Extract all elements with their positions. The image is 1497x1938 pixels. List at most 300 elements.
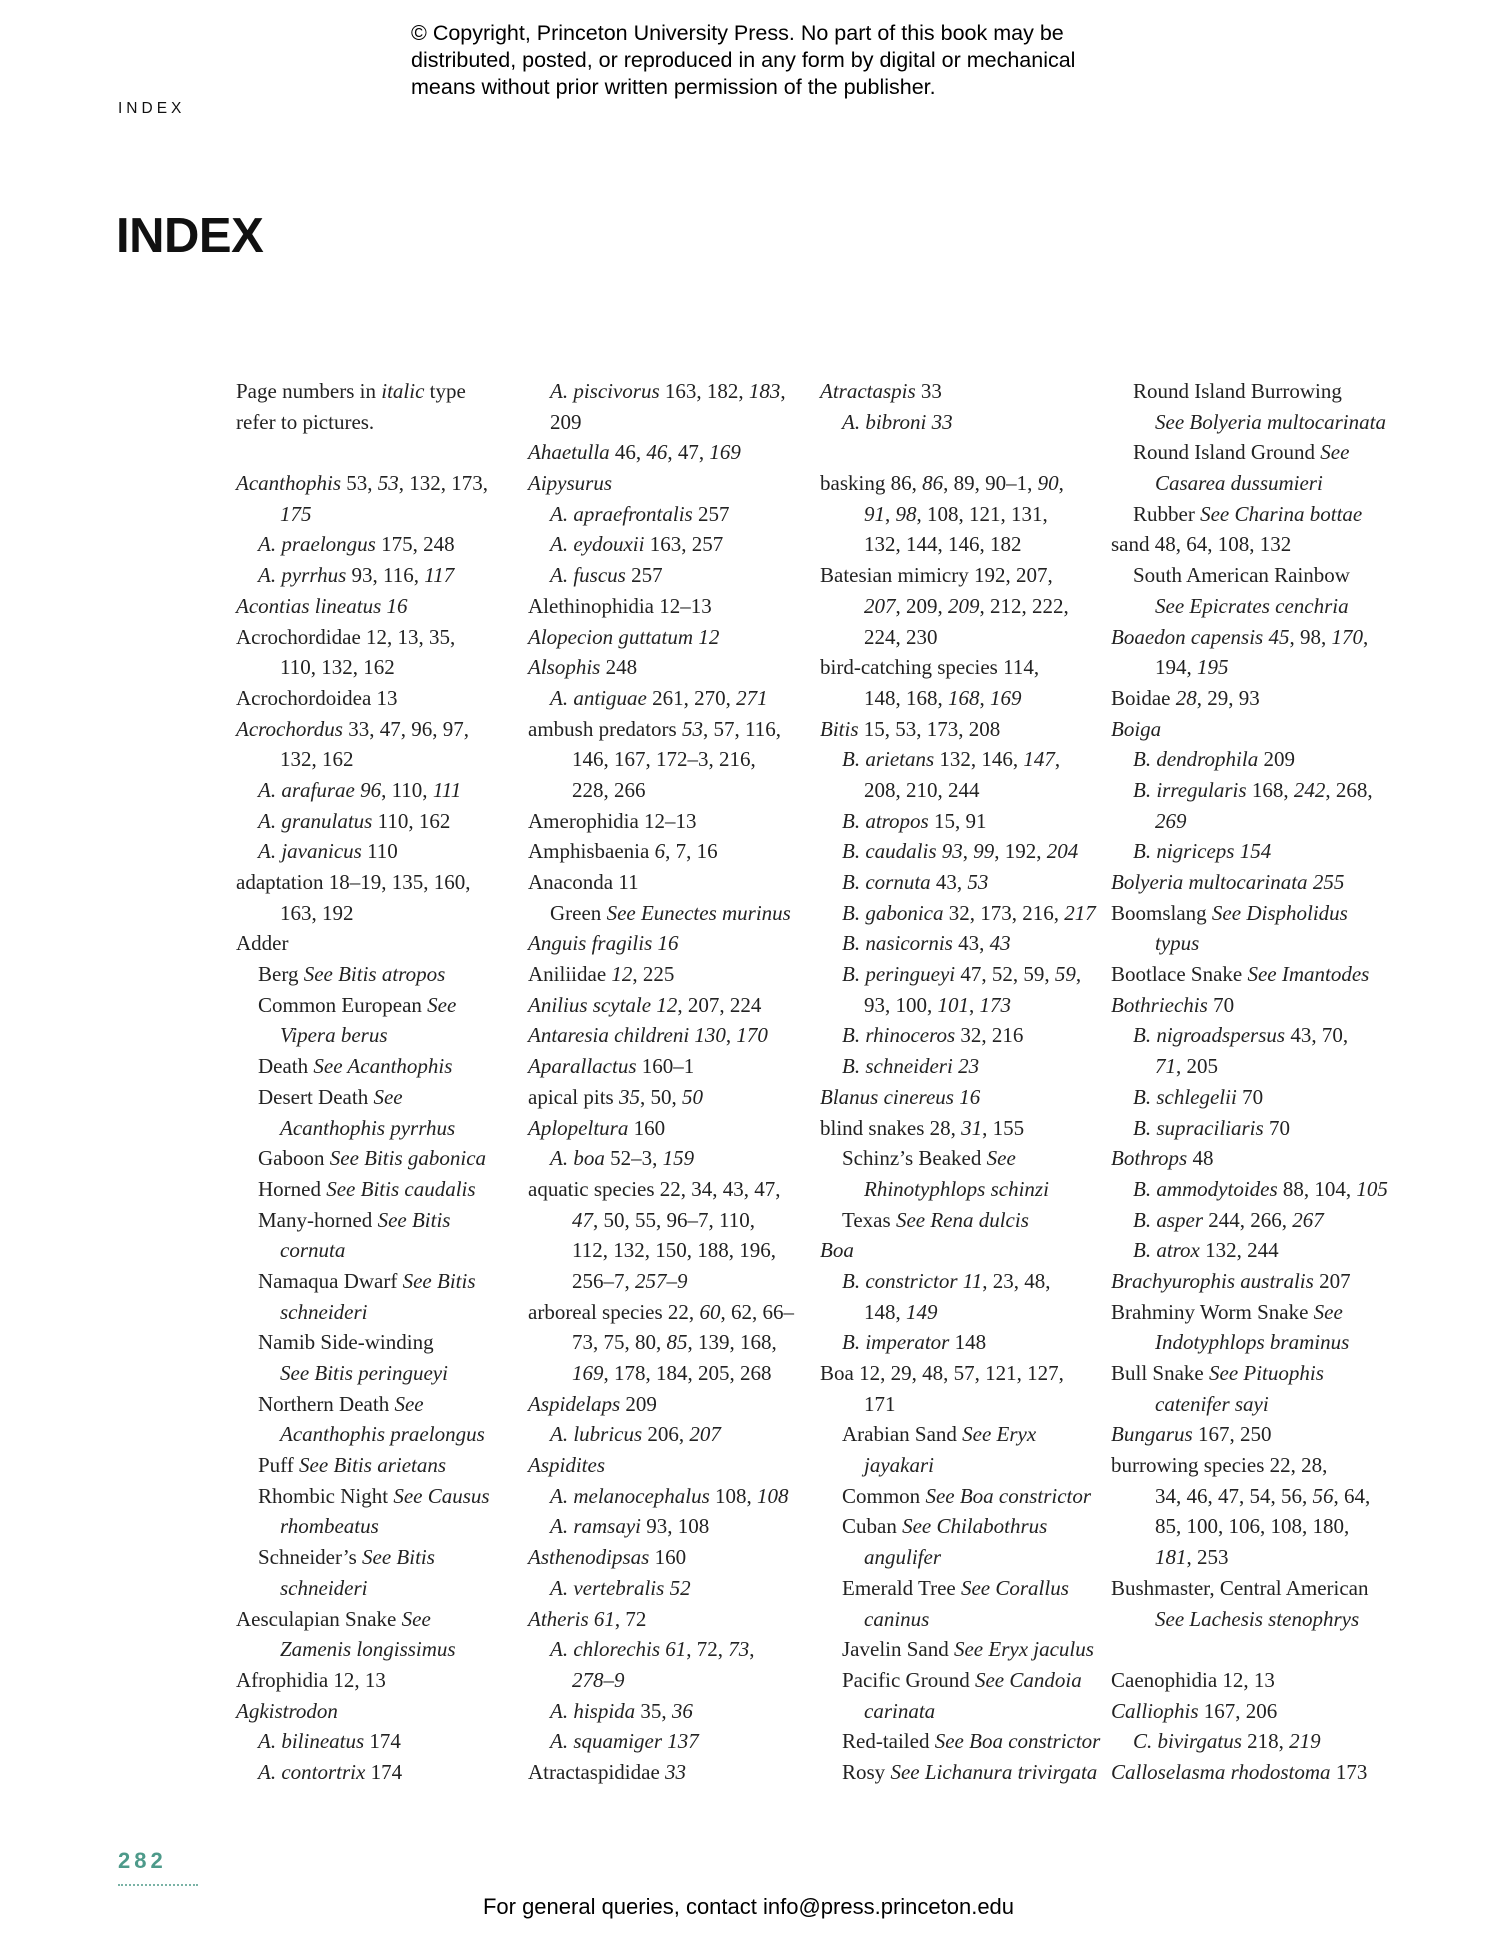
index-entry-text: 132, 146, — [934, 747, 1024, 772]
index-entry-text: Javelin Sand — [842, 1637, 954, 1662]
index-spacer — [1111, 1634, 1401, 1665]
index-entry-text: 43, — [930, 870, 968, 894]
index-entry-text: Boiga — [1111, 716, 1162, 741]
index-entry-text: Aesculapian Snake — [236, 1606, 402, 1631]
index-entry-text: basking 86, — [820, 471, 923, 496]
index-entry-line — [236, 1113, 518, 1144]
index-entry-text: , — [1058, 471, 1064, 496]
index-entry-text: Bothriechis — [1111, 992, 1208, 1017]
index-entry-text: , 47, — [667, 440, 710, 465]
index-entry-line — [1111, 867, 1401, 898]
index-entry-text: 154 — [1239, 839, 1272, 864]
index-entry-text: Indotyphlops braminus — [1155, 1330, 1350, 1355]
index-entry-line — [236, 990, 518, 1021]
index-entry-text: schneideri — [280, 1299, 368, 1324]
index-entry-text: Schinz’s Beaked — [842, 1146, 987, 1171]
index-entry-text: Agkistrodon — [236, 1698, 338, 1723]
index-entry-text: , 225 — [632, 962, 675, 987]
index-entry-text: Aipysurus — [528, 471, 612, 496]
index-entry-text: 242 — [1293, 777, 1326, 802]
index-entry-text: 33 — [665, 1759, 687, 1784]
index-entry-text: Green — [550, 900, 607, 925]
index-entry-text: , 23, 48, — [982, 1268, 1051, 1293]
index-entry-text: 174 — [364, 1729, 401, 1754]
index-entry-text: Puff — [258, 1453, 300, 1478]
index-entry-text: 167, 250 — [1192, 1422, 1272, 1447]
index-entry-line — [528, 990, 810, 1021]
index-entry-line — [820, 1297, 1102, 1328]
index-entry-text: Aspidites — [528, 1453, 605, 1478]
index-entry-line — [1111, 1573, 1401, 1604]
page-number-dots — [118, 1884, 198, 1886]
index-entry-line — [820, 622, 1102, 653]
index-entry-line — [820, 1511, 1102, 1542]
index-entry-line — [820, 1358, 1102, 1389]
index-entry-text: See Bitis peringueyi — [280, 1361, 448, 1385]
index-entry-line — [528, 1389, 810, 1420]
index-entry-text: B. peringueyi — [842, 962, 956, 987]
index-entry-text: , 132, 173, — [398, 471, 488, 496]
index-entry-text: 255 — [1312, 870, 1345, 894]
index-entry-text: See Bitis atropos — [303, 962, 446, 987]
index-entry-text: Arabian Sand — [842, 1422, 963, 1447]
index-entry-line — [820, 1450, 1102, 1481]
index-entry-text: 163, 192 — [280, 900, 354, 925]
index-entry-line — [528, 499, 810, 530]
index-entry-line — [236, 1297, 518, 1328]
index-entry-text: 148, — [864, 1299, 906, 1324]
index-entry-line — [820, 1726, 1102, 1757]
index-entry-line — [820, 898, 1102, 929]
index-entry-text: 15, 91 — [928, 808, 987, 833]
index-entry-text: A. squamiger — [550, 1729, 662, 1754]
index-entry-line — [528, 775, 810, 806]
index-entry-text: 267 — [1292, 1207, 1324, 1232]
index-entry-text: Ahaetulla — [528, 440, 610, 465]
index-entry-line — [820, 836, 1102, 867]
index-entry-text: 88, 104, — [1277, 1176, 1357, 1201]
index-entry-text: Atractaspis — [820, 379, 916, 403]
index-entry-text: 149 — [906, 1299, 938, 1324]
index-entry-text: A. praelongus — [258, 532, 376, 557]
index-entry-line — [1111, 1143, 1401, 1174]
index-entry-text: 85, 100, 106, 108, 180, — [1155, 1514, 1350, 1539]
index-entry-text: , 72 — [614, 1606, 647, 1631]
index-entry-text: B. schneideri — [842, 1054, 953, 1079]
index-entry-text: cornuta — [280, 1238, 346, 1263]
index-entry-line — [236, 1696, 518, 1727]
index-entry-text: 53 — [377, 471, 399, 496]
index-entry-text: See Chilabothrus — [902, 1514, 1048, 1539]
index-entry-line — [1111, 560, 1401, 591]
index-entry-text: Casarea dussumieri — [1155, 471, 1323, 496]
index-entry-text: Calloselasma rhodostoma — [1111, 1759, 1331, 1784]
index-entry-text: 93, 100, — [864, 992, 938, 1017]
index-entry-text: 132, 144, 146, 182 — [864, 532, 1022, 557]
index-entry-text: B. nigriceps — [1133, 839, 1235, 864]
index-entry-line — [236, 1450, 518, 1481]
index-entry-text: 52–3, — [604, 1146, 663, 1171]
index-entry-line — [820, 867, 1102, 898]
index-entry-text: See Eryx — [962, 1422, 1037, 1447]
index-entry-line — [236, 1205, 518, 1236]
index-entry-text: 130 — [694, 1023, 726, 1048]
index-entry-text: 137 — [667, 1729, 699, 1754]
index-entry-text: 207 — [864, 593, 896, 618]
index-column-1 — [236, 376, 518, 1788]
index-entry-text: Amphisbaenia — [528, 839, 655, 864]
index-entry-text: See Corallus — [960, 1575, 1069, 1600]
index-entry-text: Blanus cinereus — [820, 1084, 954, 1109]
index-entry-line — [236, 1604, 518, 1635]
index-entry-line — [820, 1604, 1102, 1635]
index-entry-text: Bull Snake — [1111, 1361, 1209, 1385]
index-entry-text: A. contortrix — [258, 1759, 366, 1784]
index-entry-line — [1111, 1481, 1401, 1512]
index-entry-line — [528, 898, 810, 929]
index-entry-line — [528, 1205, 810, 1236]
index-entry-text: 70 — [1236, 1084, 1264, 1109]
index-entry-text: 209 — [1258, 747, 1295, 772]
index-entry-text: apical pits — [528, 1084, 619, 1109]
index-entry-text: italic — [381, 379, 425, 403]
index-entry-text: , 72, — [686, 1637, 729, 1662]
index-entry-line — [820, 1266, 1102, 1297]
index-entry-text: 206, — [642, 1422, 690, 1447]
index-entry-text: Page numbers in — [236, 379, 382, 403]
index-entry-line — [820, 1665, 1102, 1696]
index-entry-line — [528, 529, 810, 560]
index-entry-line — [1111, 959, 1401, 990]
index-spacer — [236, 437, 518, 468]
index-entry-text: , 209, — [895, 593, 948, 618]
index-entry-text: , — [979, 685, 990, 710]
index-entry-text: A. granulatus — [258, 808, 373, 833]
index-entry-text: 110, 132, 162 — [280, 655, 395, 680]
index-entry-text: Atractaspididae — [528, 1759, 666, 1784]
index-entry-text: 148, 168, — [864, 685, 948, 710]
index-entry-text: Boa 12, 29, 48, 57, 121, 127, — [820, 1361, 1064, 1385]
index-entry-line — [1111, 714, 1401, 745]
index-entry-line — [528, 1358, 810, 1389]
index-entry-text: adaptation 18–19, 135, 160, — [236, 870, 471, 894]
index-entry-text: sand 48, 64, 108, 132 — [1111, 532, 1292, 557]
index-entry-text: See Lachesis stenophrys — [1155, 1606, 1360, 1631]
index-entry-text: 33 — [915, 379, 942, 403]
index-entry-text: B. cornuta — [842, 870, 931, 894]
index-entry-text: Aplopeltura — [528, 1115, 629, 1140]
index-entry-line — [820, 1143, 1102, 1174]
index-entry-text: 209 — [550, 409, 582, 434]
index-entry-line — [236, 928, 518, 959]
index-entry-line — [820, 560, 1102, 591]
page-number: 282 — [118, 1848, 167, 1873]
index-entry-line — [1111, 1726, 1401, 1757]
index-entry-line — [236, 1266, 518, 1297]
index-entry-text: See Rena dulcis — [895, 1207, 1029, 1232]
index-entry-text: South American Rainbow — [1133, 563, 1350, 588]
index-entry-line — [820, 591, 1102, 622]
index-entry-text: 228, 266 — [572, 777, 646, 802]
index-entry-line — [1111, 836, 1401, 867]
index-entry-text: burrowing species 22, 28, — [1111, 1453, 1328, 1478]
index-entry-text: B. rhinoceros — [842, 1023, 956, 1048]
index-entry-line — [528, 407, 810, 438]
index-entry-text: 98 — [895, 501, 917, 526]
index-entry-text: 12 — [698, 624, 720, 649]
index-entry-text: Bitis — [820, 716, 859, 741]
index-entry-text: Zamenis longissimus — [280, 1637, 456, 1662]
index-entry-line — [1111, 1358, 1401, 1389]
index-entry-text: See — [401, 1606, 431, 1631]
index-entry-text: carinata — [864, 1698, 936, 1723]
index-entry-text: 244, 266, — [1203, 1207, 1293, 1232]
index-entry-line — [236, 744, 518, 775]
index-entry-text: Vipera berus — [280, 1023, 388, 1048]
index-entry-text: See — [427, 992, 457, 1017]
index-entry-line — [528, 1113, 810, 1144]
index-entry-text: 46, — [609, 440, 647, 465]
index-entry-line — [236, 714, 518, 745]
index-entry-line — [1111, 1665, 1401, 1696]
index-entry-text: Brahminy Worm Snake — [1111, 1299, 1314, 1324]
index-entry-text: B. schlegelii — [1133, 1084, 1237, 1109]
index-entry-line — [1111, 1205, 1401, 1236]
index-entry-line — [528, 1696, 810, 1727]
index-entry-line — [820, 1113, 1102, 1144]
index-entry-text: type — [424, 379, 466, 403]
index-entry-text: 47 — [572, 1207, 593, 1232]
index-entry-text: Acontias lineatus — [236, 593, 382, 618]
index-entry-text: A. pyrrhus — [258, 563, 347, 588]
index-spacer — [820, 437, 1102, 468]
index-entry-text: 117 — [424, 563, 455, 588]
contact-footer: For general queries, contact info@press.princeton.edu — [482, 1894, 1015, 1919]
index-entry-text: A. chlorechis — [550, 1637, 661, 1662]
index-entry-text: See — [986, 1146, 1016, 1171]
index-entry-line — [1111, 1020, 1401, 1051]
index-entry-text: 207 — [689, 1422, 721, 1447]
index-entry-text: rhombeatus — [280, 1514, 379, 1539]
index-entry-text: 110 — [361, 839, 398, 864]
index-entry-text: Amerophidia 12–13 — [528, 808, 697, 833]
index-entry-text: arboreal species 22, — [528, 1299, 700, 1324]
index-entry-text: See Epicrates cenchria — [1155, 593, 1349, 618]
index-entry-line — [528, 1726, 810, 1757]
index-entry-line — [1111, 1082, 1401, 1113]
index-entry-line — [528, 622, 810, 653]
index-entry-line — [528, 867, 810, 898]
index-entry-text: 195 — [1197, 655, 1229, 680]
index-entry-line — [820, 990, 1102, 1021]
index-entry-text: 218, — [1241, 1729, 1290, 1754]
index-entry-line — [236, 1511, 518, 1542]
index-entry-line — [1111, 499, 1401, 530]
index-entry-line — [1111, 1389, 1401, 1420]
index-entry-text: 12 — [656, 992, 678, 1017]
index-entry-text: , 108, 121, 131, — [916, 501, 1048, 526]
index-entry-line — [528, 1297, 810, 1328]
index-entry-text: Cuban — [842, 1514, 903, 1539]
index-entry-text: B. gabonica — [842, 900, 944, 925]
index-entry-text: Acrochordoidea 13 — [236, 685, 398, 710]
index-entry-line — [236, 1726, 518, 1757]
index-entry-text: 53 — [967, 870, 989, 894]
index-entry-text: Namaqua Dwarf — [258, 1268, 403, 1293]
index-entry-text: 70 — [1207, 992, 1235, 1017]
index-entry-text: 147 — [1023, 747, 1055, 772]
index-entry-line — [528, 1419, 810, 1450]
index-entry-line — [820, 1481, 1102, 1512]
index-entry-line — [820, 683, 1102, 714]
index-entry-line — [236, 1051, 518, 1082]
index-entry-text: catenifer sayi — [1155, 1391, 1269, 1416]
index-entry-text: See — [1320, 440, 1350, 465]
index-entry-line — [1111, 437, 1401, 468]
index-entry-line — [236, 468, 518, 499]
index-entry-line — [236, 1020, 518, 1051]
index-entry-text: 6 — [654, 839, 666, 864]
index-entry-line — [1111, 775, 1401, 806]
index-entry-line — [236, 376, 518, 407]
index-entry-text: 16 — [386, 593, 408, 618]
index-entry-text: 15, 53, 173, 208 — [858, 716, 1001, 741]
index-entry-text: , 110, — [381, 777, 433, 802]
index-entry-text: Atheris — [528, 1606, 589, 1631]
index-entry-text: 269 — [1155, 808, 1187, 833]
index-entry-line — [1111, 928, 1401, 959]
index-entry-text: B. supraciliaris — [1133, 1115, 1264, 1140]
index-entry-text: Calliophis — [1111, 1698, 1199, 1723]
index-entry-text: See Candoia — [974, 1667, 1082, 1692]
index-entry-text: 163, 182, — [659, 379, 749, 403]
index-entry-line — [1111, 1511, 1401, 1542]
index-entry-text: 23 — [958, 1054, 980, 1079]
index-entry-text: , 253 — [1186, 1545, 1229, 1570]
index-entry-line — [236, 1235, 518, 1266]
index-entry-text: See Charina bottae — [1200, 501, 1363, 526]
index-entry-line — [528, 1235, 810, 1266]
index-entry-text: B. nigroadspersus — [1133, 1023, 1286, 1048]
index-entry-text: 45 — [1268, 624, 1290, 649]
index-entry-line — [236, 898, 518, 929]
index-entry-line — [1111, 1696, 1401, 1727]
index-entry-text: , 212, 222, — [979, 593, 1069, 618]
index-entry-text: See Eryx jaculus — [953, 1637, 1094, 1662]
index-entry-text: , — [969, 992, 980, 1017]
index-entry-line — [820, 806, 1102, 837]
index-entry-text: 171 — [864, 1391, 896, 1416]
index-entry-text: See Lichanura trivirgata — [890, 1759, 1098, 1784]
index-entry-text: 207 — [1313, 1268, 1351, 1293]
index-entry-text: 257–9 — [635, 1268, 688, 1293]
index-entry-text: , 205 — [1176, 1054, 1218, 1079]
index-entry-line — [236, 1174, 518, 1205]
index-entry-line — [820, 744, 1102, 775]
index-entry-text: 108 — [757, 1483, 789, 1508]
index-entry-text: 43 — [989, 931, 1011, 956]
index-entry-text: Emerald Tree — [842, 1575, 961, 1600]
running-head: INDEX — [118, 100, 186, 117]
index-entry-text: Rhinotyphlops schinzi — [864, 1176, 1049, 1201]
index-entry-text: , 268, — [1325, 777, 1373, 802]
index-entry-line — [528, 376, 810, 407]
index-entry-line — [820, 1205, 1102, 1236]
index-entry-text: Alopecion guttatum — [528, 624, 694, 649]
index-entry-line — [236, 1419, 518, 1450]
index-entry-text: Many-horned — [258, 1207, 378, 1232]
index-entry-text: B. atropos — [842, 808, 929, 833]
index-entry-line — [528, 1143, 810, 1174]
index-entry-text: Boa — [820, 1238, 854, 1263]
index-entry-text: 16 — [959, 1084, 981, 1109]
index-entry-text: aquatic species 22, 34, 43, 47, — [528, 1176, 781, 1201]
index-entry-text: 43, 70, — [1285, 1023, 1349, 1048]
index-entry-text: B. atrox — [1133, 1238, 1200, 1263]
index-entry-line — [528, 1634, 810, 1665]
index-entry-line — [236, 622, 518, 653]
index-entry-text: 169 — [990, 685, 1022, 710]
index-entry-line — [236, 683, 518, 714]
index-entry-line — [820, 468, 1102, 499]
index-entry-text: , — [962, 839, 974, 864]
index-entry-text: 159 — [662, 1146, 695, 1171]
index-entry-text: , 89, 90–1, — [943, 471, 1038, 496]
index-entry-text: Boaedon capensis — [1111, 624, 1264, 649]
index-entry-text: , — [780, 379, 786, 403]
index-entry-text: 33 — [931, 409, 953, 434]
index-entry-text: 99 — [973, 839, 995, 864]
index-entry-text: Texas — [842, 1207, 896, 1232]
index-entry-line — [820, 1696, 1102, 1727]
index-entry-text: 108, — [709, 1483, 758, 1508]
index-entry-line — [820, 1634, 1102, 1665]
index-entry-text: , 7, 16 — [665, 839, 718, 864]
index-entry-line — [236, 407, 518, 438]
index-entry-text: A. javanicus — [258, 839, 362, 864]
index-entry-text: Namib Side-winding — [258, 1330, 434, 1355]
index-entry-line — [528, 1450, 810, 1481]
index-entry-line — [1111, 990, 1401, 1021]
index-entry-text: See Bitis — [377, 1207, 451, 1232]
index-entry-text: Red-tailed — [842, 1729, 935, 1754]
index-entry-text: , 29, 93 — [1196, 685, 1260, 710]
index-entry-line — [236, 1358, 518, 1389]
index-entry-text: A. antiguae — [550, 685, 647, 710]
index-entry-text: 248 — [600, 655, 638, 680]
index-entry-text: Bolyeria multocarinata — [1111, 870, 1308, 894]
index-entry-text: See Eunectes murinus — [606, 900, 791, 925]
index-entry-text: Afrophidia 12, 13 — [236, 1667, 386, 1692]
index-entry-text: schneideri — [280, 1575, 368, 1600]
index-entry-line — [820, 1174, 1102, 1205]
index-entry-text: See Boa constrictor — [925, 1483, 1092, 1508]
index-entry-text: Bungarus — [1111, 1422, 1193, 1447]
index-entry-text: B. asper — [1133, 1207, 1203, 1232]
index-entry-text: , 207, 224 — [677, 992, 762, 1017]
index-entry-text: Bootlace Snake — [1111, 962, 1248, 987]
index-entry-line — [236, 1481, 518, 1512]
index-entry-text: 167, 206 — [1198, 1698, 1278, 1723]
index-entry-text: See — [394, 1391, 424, 1416]
index-entry-text: Caenophidia 12, 13 — [1111, 1667, 1275, 1692]
index-entry-text: 56 — [1312, 1483, 1334, 1508]
index-entry-text: 71 — [1155, 1054, 1176, 1079]
index-entry-line — [528, 959, 810, 990]
index-entry-line — [1111, 529, 1401, 560]
index-entry-line — [1111, 1174, 1401, 1205]
index-entry-text: See Dispholidus — [1211, 900, 1348, 925]
